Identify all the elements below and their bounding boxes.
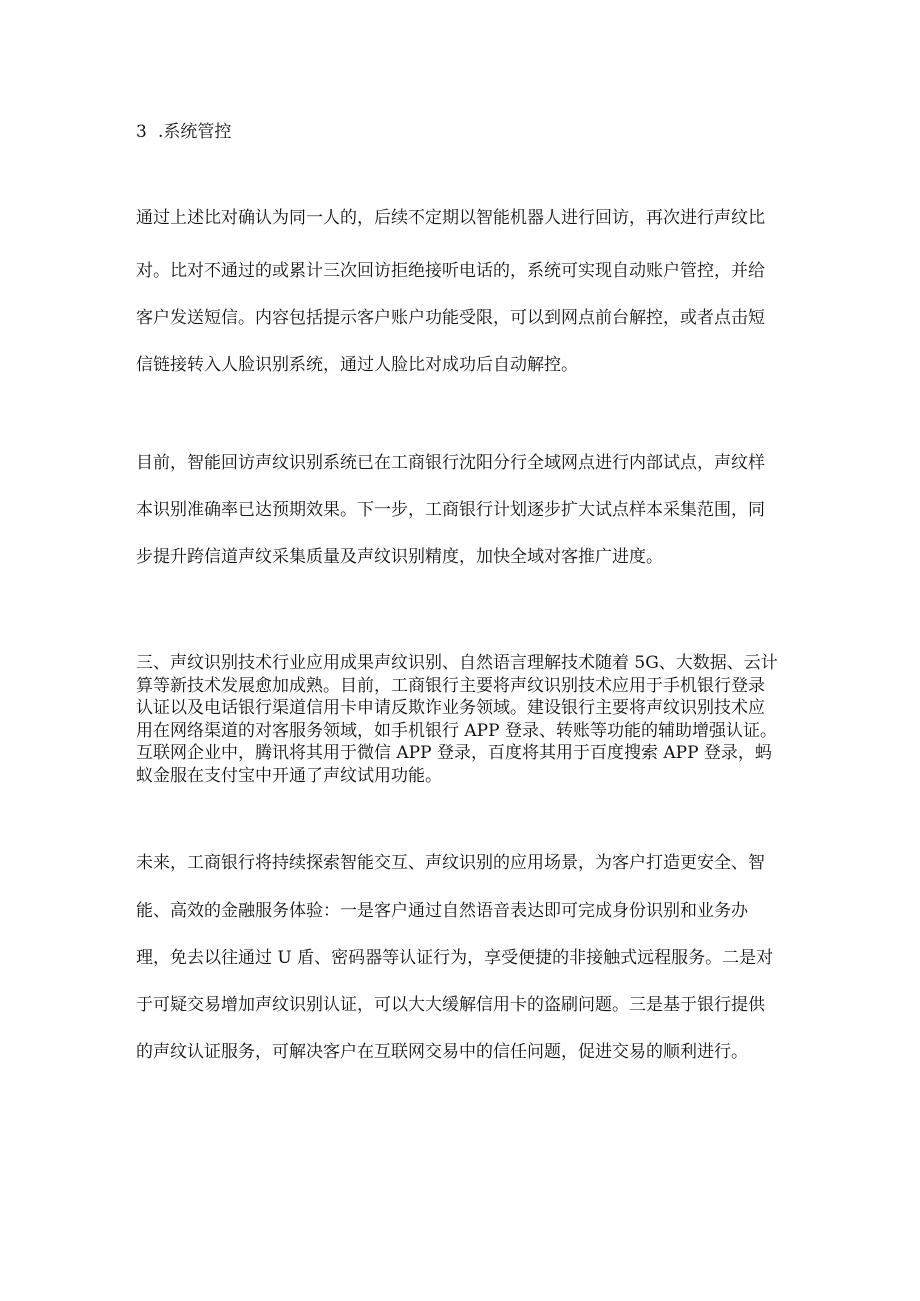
paragraph-3-line-5: 互联网企业中，腾讯将其用于微信 APP 登录，百度将其用于百度搜索 APP 登录，蚂 bbox=[136, 743, 772, 763]
paragraph-3-line-2: 算等新技术发展愈加成熟。目前，工商银行主要将声纹识别技术应用于手机银行登录 bbox=[136, 676, 765, 696]
paragraph-1-line-4: 信链接转入人脸识别系统，通过人脸比对成功后自动解控。 bbox=[136, 355, 578, 375]
paragraph-4-line-4: 于可疑交易增加声纹识别认证，可以大大缓解信用卡的盗刷问题。三是基于银行提供 bbox=[136, 995, 765, 1015]
paragraph-1-line-3: 客户发送短信。内容包括提示客户账户功能受限，可以到网点前台解控，或者点击短 bbox=[136, 308, 765, 328]
paragraph-4-line-2: 能、高效的金融服务体验：一是客户通过自然语音表达即可完成身份识别和业务办 bbox=[136, 901, 748, 921]
paragraph-3-line-1: 三、声纹识别技术行业应用成果声纹识别、自然语言理解技术随着 5G、大数据、云计 bbox=[136, 653, 778, 673]
section-number: 3 bbox=[136, 122, 147, 142]
paragraph-3-line-4: 用在网络渠道的对客服务领域，如手机银行 APP 登录、转账等功能的辅助增强认证。 bbox=[136, 721, 777, 741]
section-title: .系统管控 bbox=[158, 122, 232, 142]
paragraph-1-line-2: 对。比对不通过的或累计三次回访拒绝接听电话的，系统可实现自动账户管控，并给 bbox=[136, 261, 765, 281]
paragraph-4-line-5: 的声纹认证服务，可解决客户在互联网交易中的信任问题，促进交易的顺利进行。 bbox=[136, 1042, 748, 1062]
paragraph-4-line-3: 理，免去以往通过 U 盾、密码器等认证行为，享受便捷的非接触式远程服务。二是对 bbox=[136, 948, 774, 968]
paragraph-3-line-3: 认证以及电话银行渠道信用卡申请反欺诈业务领域。建设银行主要将声纹识别技术应 bbox=[136, 698, 765, 718]
paragraph-4-line-1: 未来，工商银行将持续探索智能交互、声纹识别的应用场景，为客户打造更安全、智 bbox=[136, 853, 765, 873]
paragraph-2-line-1: 目前，智能回访声纹识别系统已在工商银行沈阳分行全域网点进行内部试点，声纹样 bbox=[136, 453, 765, 473]
section-heading bbox=[136, 121, 786, 143]
paragraph-1-line-1: 通过上述比对确认为同一人的，后续不定期以智能机器人进行回访，再次进行声纹比 bbox=[136, 208, 765, 228]
paragraph-2-line-3: 步提升跨信道声纹采集质量及声纹识别精度，加快全域对客推广进度。 bbox=[136, 547, 663, 567]
paragraph-2-line-2: 本识别准确率已达预期效果。下一步，工商银行计划逐步扩大试点样本采集范围，同 bbox=[136, 500, 765, 520]
paragraph-3-line-6: 蚁金服在支付宝中开通了声纹试用功能。 bbox=[136, 766, 442, 786]
